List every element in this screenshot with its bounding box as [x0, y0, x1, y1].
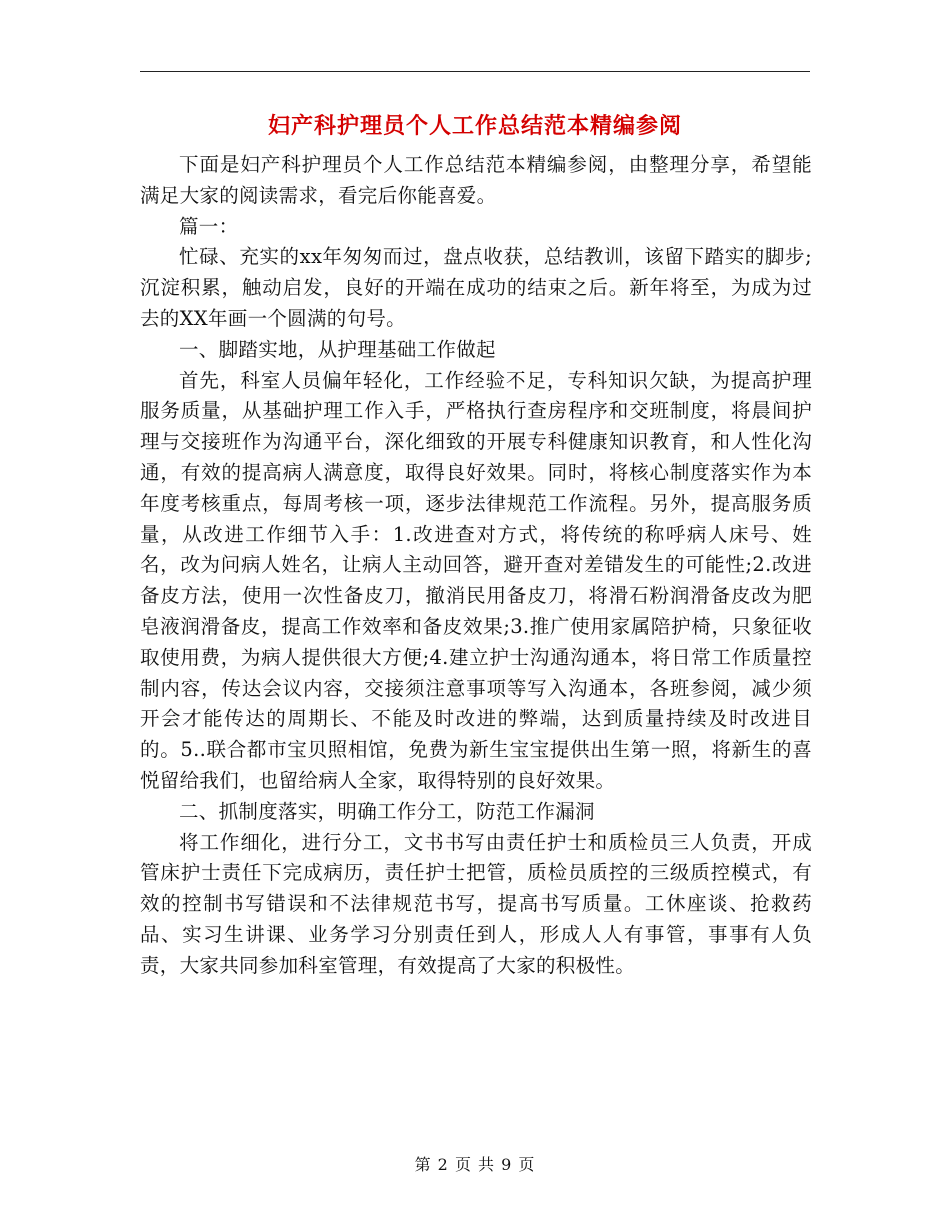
- section-label-part-one: 篇一：: [179, 214, 239, 238]
- section-2-paragraph: 将工作细化，进行分工，文书书写由责任护士和质检员三人负责，开成管床护士责任下完成病历，责任护士把管，质检员质控的三级质控模式，有效的控制书写错误和不法律规范书写，提高书写质量。工休座谈、抢救药品、实习生讲课、业务学习分别责任到人，形成人人有事管，事事有人负责，大家共同参加科室管理，有效提高了大家的积极性。: [140, 830, 812, 977]
- section-heading-1: 一、脚踏实地，从护理基础工作做起: [179, 337, 496, 361]
- opening-paragraph: 忙碌、充实的xx年匆匆而过，盘点收获，总结教训，该留下踏实的脚步;沉淀积累，触动启发，良好的开端在成功的结束之后。新年将至，为成为过去的XX年画一个圆满的句号。: [140, 245, 812, 330]
- header-rule: [140, 71, 810, 72]
- intro-paragraph: 下面是妇产科护理员个人工作总结范本精编参阅，由整理分享，希望能满足大家的阅读需求，看完后你能喜爱。: [140, 153, 812, 207]
- page-number-footer: 第 2 页 共 9 页: [414, 1155, 536, 1174]
- section-1-paragraph: 首先，科室人员偏年轻化，工作经验不足，专科知识欠缺，为提高护理服务质量，从基础护理工作入手，严格执行查房程序和交班制度，将晨间护理与交接班作为沟通平台，深化细致的开展专科健康知识教育，和人性化沟通，有效的提高病人满意度，取得良好效果。同时，将核心制度落实作为本年度考核重点，每周考核一项，逐步法律规范工作流程。另外，提高服务质量，从改进工作细节入手：1.改进查对方式，将传统的称呼病人床号、姓名，改为问病人姓名，让病人主动回答，避开查对差错发生的可能性;2.改进备皮方法，使用一次性备皮刀，撤消民用备皮刀，将滑石粉润滑备皮改为肥皂液润滑备皮，提高工作效率和备皮效果;3.推广使用家属陪护椅，只象征收取使用费，为病人提供很大方便;4.建立护士沟通沟通本，将日常工作质量控制内容，传达会议内容，交接须注意事项等写入沟通本，各班参阅，减少须开会才能传达的周期长、不能及时改进的弊端，达到质量持续及时改进目的。5..联合都市宝贝照相馆，免费为新生宝宝提供出生第一照，将新生的喜悦留给我们，也留给病人全家，取得特别的良好效果。: [140, 368, 812, 792]
- section-heading-2: 二、抓制度落实，明确工作分工，防范工作漏洞: [179, 799, 595, 823]
- document-body: [140, 150, 812, 982]
- document-title: 妇产科护理员个人工作总结范本精编参阅: [267, 113, 682, 139]
